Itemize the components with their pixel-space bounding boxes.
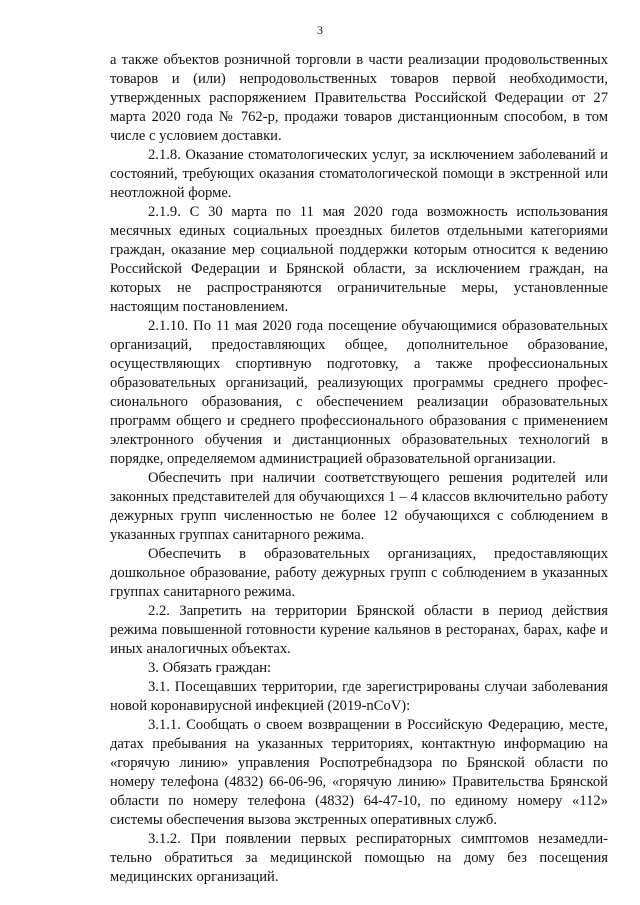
paragraph-continuation: а также объектов розничной торговли в части реализации продовольственных товаров и (или) непродовольственных товаров первой необходимости, утвержденных распоряжением Правительства Российской Федерации от 27 марта 2020 года № 762-р, продажи товаров дистанционным способом, в том числе с условием доставки. [110, 52, 608, 144]
paragraph-2-1-9: 2.1.9. С 30 марта по 11 мая 2020 года возможность использования месячных единых социальных проездных билетов отдельными категориями граждан, оказание мер социальной поддержки которым относится к ведению Российской Федерации и Брянской области, за исключением граждан, на которых не распространяются ограничительные меры, установленные настоящим постановлением. [110, 204, 608, 315]
page-number: 3 [317, 23, 323, 37]
paragraph-duty-groups-schools: Обеспечить при наличии соответствующего решения родителей или законных представителей для обучающихся 1 – 4 классов включительно работу дежурных групп численностью не более 12 обучающихся с соблюдением в указанных группах санитарного режима. [110, 470, 608, 543]
paragraph-3-1-1: 3.1.1. Сообщать о своем возвращении в Российскую Федерацию, месте, датах пребывания на указанных территориях, контактную информацию на «горячую линию» управления Роспотребнадзора по Брянской области по номеру телефона (4832) 66-06-96, «горячую линию» Правительства Брянской области по номеру телефона (4832) 64-47-10, по единому номеру «112» системы обеспечения вызова экстренных оперативных служб. [110, 717, 608, 828]
paragraph-duty-groups-preschool: Обеспечить в образовательных организациях, предоставляющих дошкольное образование, работу дежурных групп с соблюдением в указанных группах санитарного режима. [110, 546, 608, 600]
paragraph-3-1-2: 3.1.2. При появлении первых респираторных симптомов незамедлительно обратиться за медицинской помощью на дому без посещения медицинских организаций. [110, 831, 608, 885]
paragraph-2-2: 2.2. Запретить на территории Брянской области в период действия режима повышенной готовности курение кальянов в ресторанах, барах, кафе и иных аналогичных объектах. [110, 603, 608, 657]
paragraph-2-1-8: 2.1.8. Оказание стоматологических услуг, за исключением заболеваний и состояний, требующих оказания стоматологической помощи в экстренной или неотложной форме. [110, 147, 608, 201]
document-body [110, 51, 608, 887]
paragraph-3: 3. Обязать граждан: [148, 660, 272, 676]
paragraph-3-1: 3.1. Посещавших территории, где зарегистрированы случаи заболевания новой коронавирусной инфекцией (2019-nCoV): [110, 679, 608, 714]
paragraph-2-1-10: 2.1.10. По 11 мая 2020 года посещение обучающимися образовательных организаций, предоставляющих общее, дополнительное образование, осуществляющих спортивную подготовку, а также профессиональных образовательных организаций, реализующих программы среднего профессионального образования, с обеспечением реализации образовательных программ общего и среднего профессионального образования с применением электронного обучения и дистанционных образовательных технологий в порядке, определяемом администрацией образовательной организации. [110, 318, 608, 467]
